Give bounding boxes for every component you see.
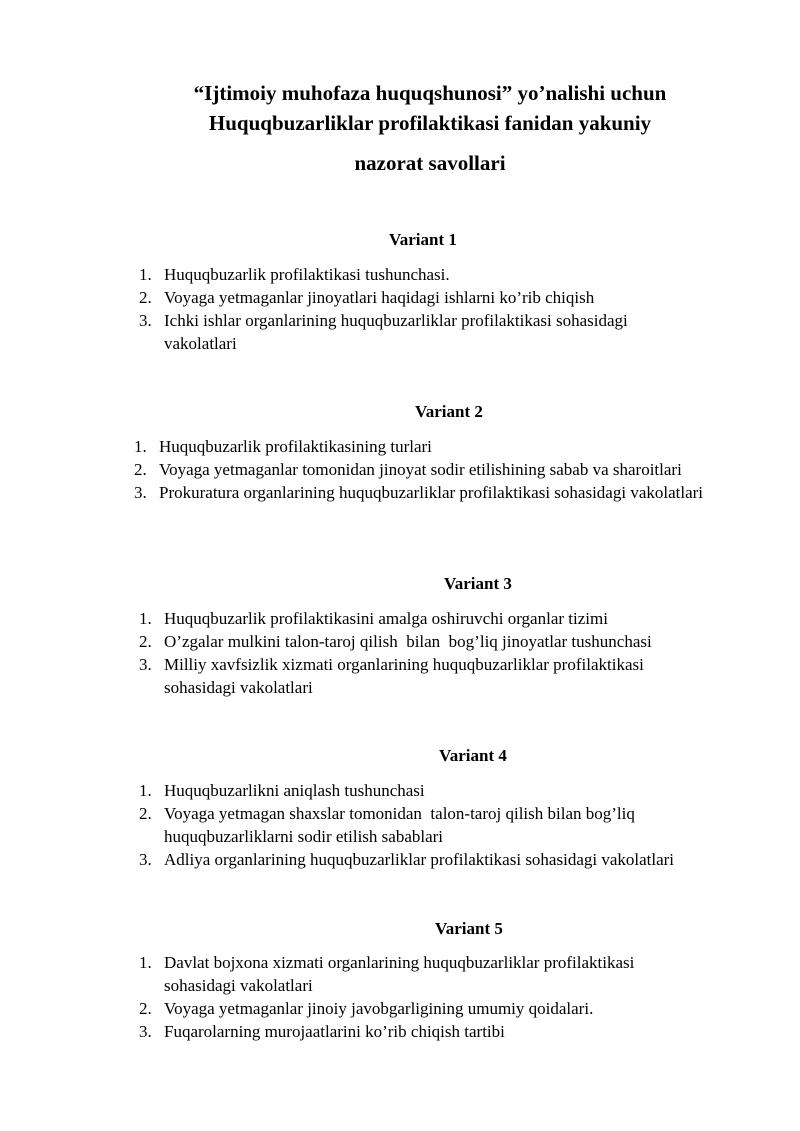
question-number: 2. <box>139 804 152 823</box>
question-item <box>139 653 714 699</box>
question-number: 1. <box>139 781 152 800</box>
variant-5-heading: Variant 5 <box>435 919 503 938</box>
question-number: 1. <box>134 437 147 456</box>
question-item <box>139 309 699 355</box>
question-number: 3. <box>139 850 152 869</box>
question-item <box>139 848 749 871</box>
question-text: Ichki ishlar organlarining huquqbuzarliklar profilaktikasi sohasidagi vakolatlari <box>164 311 628 353</box>
question-text: Huquqbuzarlik profilaktikasini amalga oshiruvchi organlar tizimi <box>164 609 608 628</box>
variant-1-questions <box>139 263 699 355</box>
variant-2-heading: Variant 2 <box>415 402 483 421</box>
variant-5-questions <box>139 951 699 1043</box>
question-item <box>139 263 699 286</box>
question-text: O’zgalar mulkini talon-taroj qilish bilan bog’liq jinoyatlar tushunchasi <box>164 632 652 651</box>
question-text: Huquqbuzarlik profilaktikasining turlari <box>159 437 432 456</box>
question-text: Huquqbuzarlikni aniqlash tushunchasi <box>164 781 425 800</box>
variant-3-heading: Variant 3 <box>444 574 512 593</box>
variant-4-heading: Variant 4 <box>439 746 507 765</box>
document-title-line-2: Huquqbuzarliklar profilaktikasi fanidan yakuniy <box>208 111 652 135</box>
question-number: 1. <box>139 953 152 972</box>
question-item <box>139 802 724 848</box>
question-item <box>139 779 749 802</box>
question-number: 2. <box>139 288 152 307</box>
question-number: 3. <box>139 311 152 330</box>
question-text: Voyaga yetmaganlar jinoyatlari haqidagi ishlarni ko’rib chiqish <box>164 288 595 307</box>
question-text: Huquqbuzarlik profilaktikasi tushunchasi. <box>164 265 450 284</box>
question-text: Voyaga yetmaganlar tomonidan jinoyat sodir etilishining sabab va sharoitlari <box>159 460 682 479</box>
question-number: 3. <box>134 483 147 502</box>
document-title-line-3: nazorat savollari <box>354 151 506 175</box>
variant-3-questions <box>139 607 714 699</box>
question-number: 1. <box>139 609 152 628</box>
question-item <box>139 1020 699 1043</box>
question-item <box>139 951 699 997</box>
question-text: Prokuratura organlarining huquqbuzarliklar profilaktikasi sohasidagi vakolatlari <box>159 483 704 502</box>
question-number: 1. <box>139 265 152 284</box>
question-item <box>134 481 704 504</box>
question-number: 3. <box>139 655 152 674</box>
question-item <box>139 607 714 630</box>
variant-4-questions <box>139 779 749 871</box>
question-item <box>139 630 714 653</box>
question-text: Adliya organlarining huquqbuzarliklar profilaktikasi sohasidagi vakolatlari <box>164 850 675 869</box>
question-item <box>134 458 774 481</box>
question-item <box>139 286 699 309</box>
question-text: Voyaga yetmaganlar jinoiy javobgarligining umumiy qoidalari. <box>164 999 594 1018</box>
question-item <box>139 997 699 1020</box>
question-text: Voyaga yetmagan shaxslar tomonidan talon-taroj qilish bilan bog’liq huquqbuzarliklarni sodir etilish sabablari <box>164 804 640 846</box>
question-text: Davlat bojxona xizmati organlarining huquqbuzarliklar profilaktikasi sohasidagi vakolatlari <box>164 953 635 995</box>
question-item <box>134 435 774 458</box>
question-text: Fuqarolarning murojaatlarini ko’rib chiqish tartibi <box>164 1022 505 1041</box>
variant-2-questions <box>134 435 774 504</box>
question-text: Milliy xavfsizlik xizmati organlarining huquqbuzarliklar profilaktikasi sohasidagi vakolatlari <box>164 655 644 697</box>
question-number: 2. <box>139 999 152 1018</box>
question-number: 2. <box>139 632 152 651</box>
variant-1-heading: Variant 1 <box>389 230 457 249</box>
question-number: 2. <box>134 460 147 479</box>
question-number: 3. <box>139 1022 152 1041</box>
document-title-line-1: “Ijtimoiy muhofaza huquqshunosi” yo’nalishi uchun <box>193 81 667 105</box>
